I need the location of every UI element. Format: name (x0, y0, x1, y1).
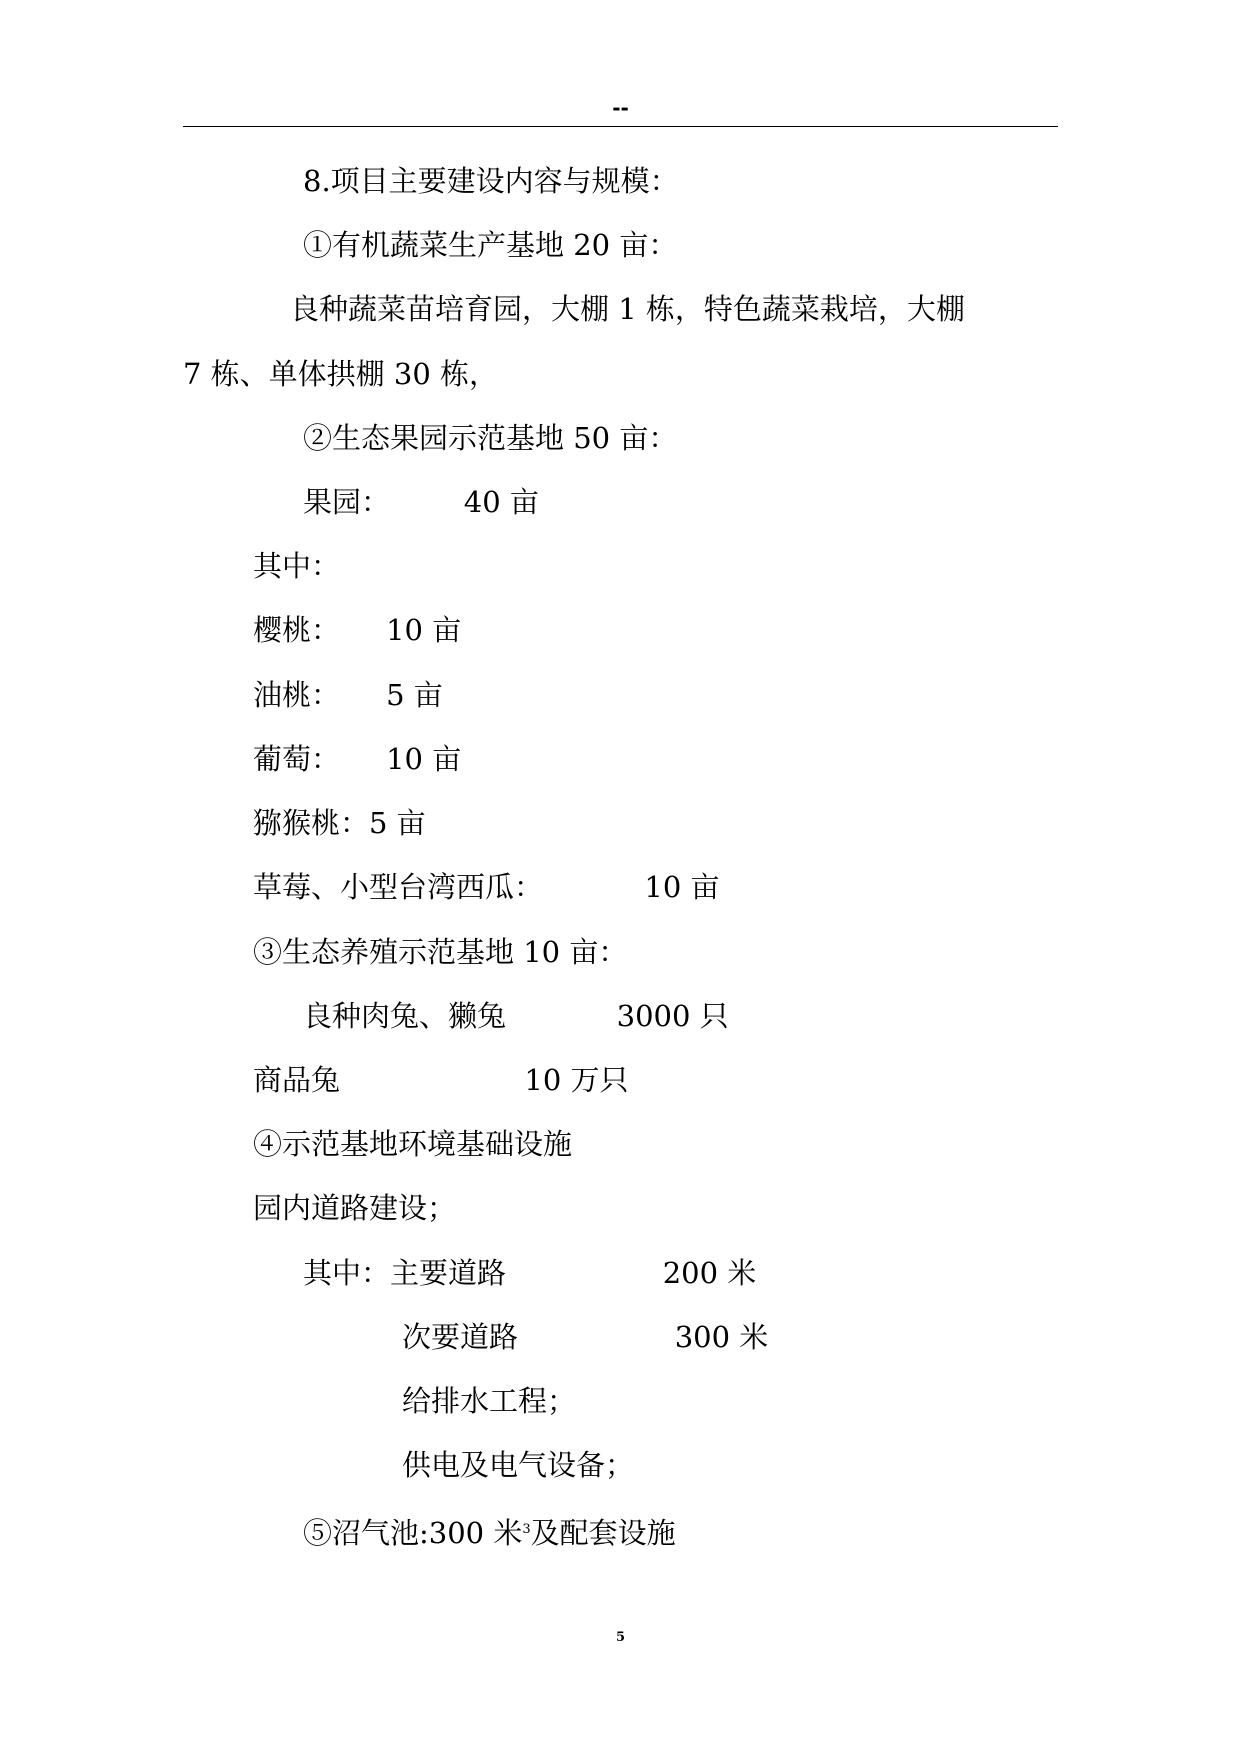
header-mark: -- (612, 96, 629, 120)
list-item: 油桃： 5 亩 (253, 678, 443, 712)
paragraph-line: 良种蔬菜苗培育园，大棚 1 栋，特色蔬菜栽培，大棚 (290, 292, 965, 326)
list-item: 草莓、小型台湾西瓜： 10 亩 (253, 870, 720, 904)
list-item: 其中： (253, 549, 341, 583)
list-item: 次要道路 300 米 (402, 1320, 769, 1354)
biogas-text: ⑤沼气池:300 米 (303, 1516, 523, 1550)
list-item: 樱桃： 10 亩 (253, 613, 462, 647)
biogas-tail: 及配套设施 (530, 1516, 676, 1550)
item-biogas (303, 1511, 676, 1552)
list-item: 给排水工程； (402, 1384, 577, 1418)
list-item: 良种肉兔、獭兔 3000 只 (303, 999, 729, 1033)
page-number: 5 (615, 1630, 626, 1645)
item-organic-vegetable: ①有机蔬菜生产基地 20 亩： (303, 228, 678, 262)
header-rule (183, 126, 1058, 127)
list-item: 猕猴桃：5 亩 (253, 806, 426, 840)
list-item: 园内道路建设； (253, 1191, 457, 1225)
cubic-superscript: 3 (522, 1522, 531, 1537)
list-item: 果园： 40 亩 (303, 485, 539, 519)
list-item: 供电及电气设备； (402, 1448, 635, 1482)
item-eco-breeding: ③生态养殖示范基地 10 亩： (253, 935, 628, 969)
paragraph-line: 7 栋、单体拱棚 30 栋， (183, 357, 499, 391)
item-infrastructure: ④示范基地环境基础设施 (253, 1127, 573, 1161)
section-heading: 8.项目主要建设内容与规模： (303, 164, 679, 198)
item-eco-orchard: ②生态果园示范基地 50 亩： (303, 421, 678, 455)
list-item: 葡萄： 10 亩 (253, 742, 462, 776)
list-item: 其中：主要道路 200 米 (303, 1256, 757, 1290)
list-item: 商品兔 10 万只 (253, 1063, 629, 1097)
